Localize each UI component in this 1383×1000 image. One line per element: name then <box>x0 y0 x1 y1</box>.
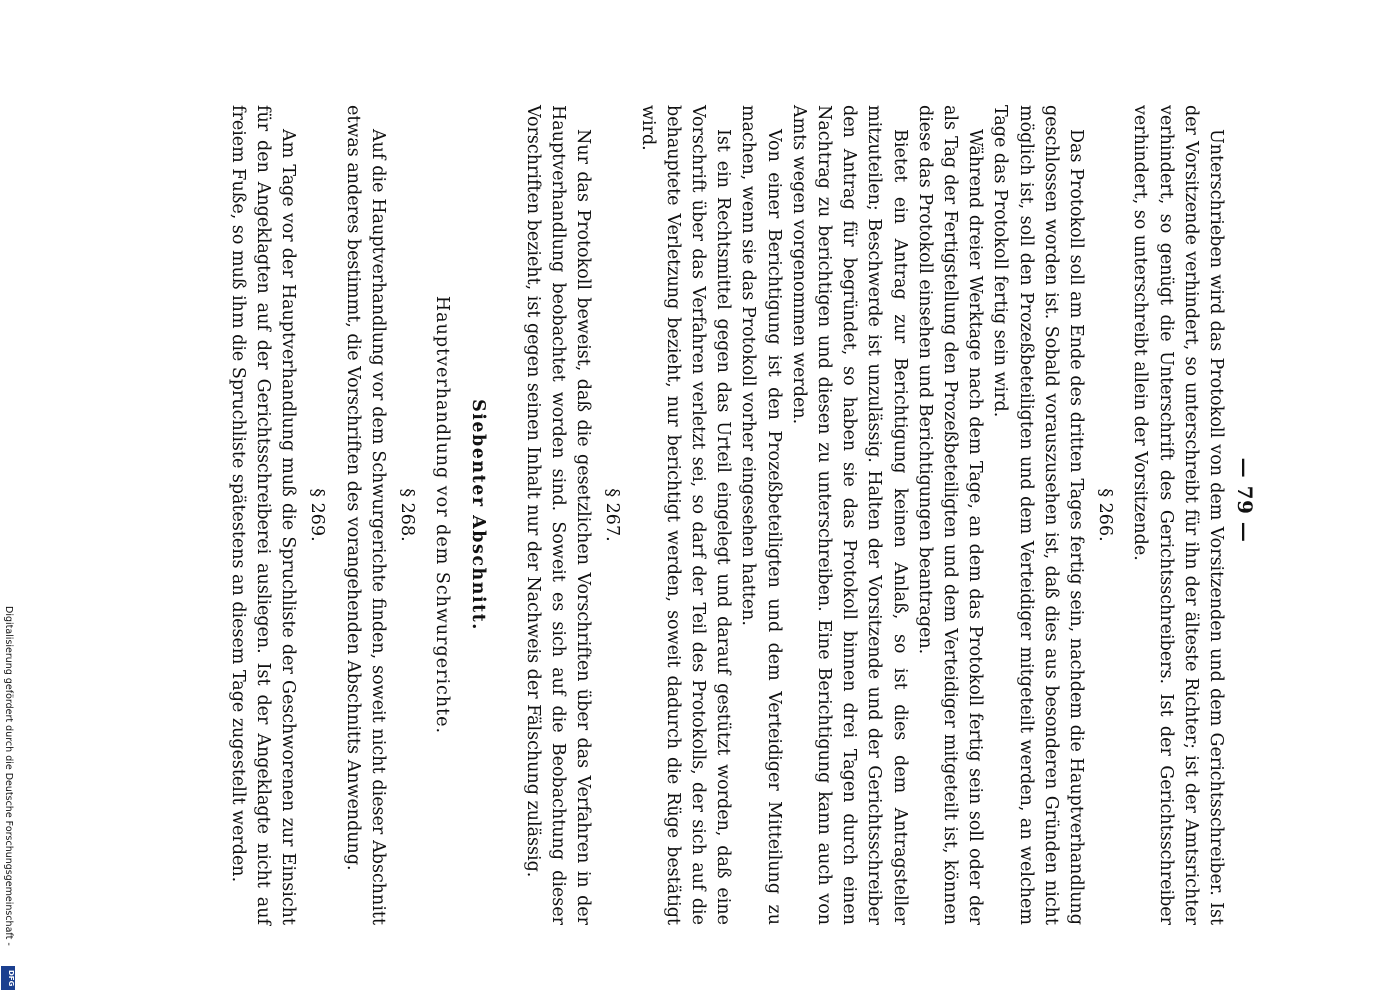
paragraph: Von einer Berichtigung ist den Prozeßbeteiligten und dem Verteidiger Mitteilung zu machen, wenn sie das Protokoll vorher eingesehen hatten. <box>738 105 784 925</box>
page-number: — 79 — <box>1233 457 1257 543</box>
dfg-logo-icon: DFG <box>1 966 15 990</box>
section-heading: § 268. <box>397 488 418 542</box>
digitization-sidebar <box>0 0 16 1000</box>
paragraph: Unterschrieben wird das Protokoll von dem Vorsitzenden und dem Gerichtsschreiber. Ist der Vorsitzende verhindert, so unterschreibt für ihn der älteste Richter; ist der Amtsrichter verhindert, so genügt die Unterschrift des Gerichtsschreibers. Ist der Gerichtsschreiber verhindert, so unterschreibt allein der Vorsitzende. <box>1130 105 1226 925</box>
chapter-title: Siebenter Abschnitt. <box>467 399 488 631</box>
paragraph: Auf die Hauptverhandlung vor dem Schwurgerichte finden, soweit nicht dieser Abschnitt etwas anderes bestimmt, die Vorschriften des vorangehenden Abschnitts Anwendung. <box>342 105 388 925</box>
section-heading: § 266. <box>1095 488 1116 542</box>
section-heading: § 267. <box>602 488 623 542</box>
chapter-subtitle: Hauptverhandlung vor dem Schwurgerichte. <box>432 295 453 735</box>
paragraph: Bietet ein Antrag zur Berichtigung keinen Anlaß, so ist dies dem Antragsteller mitzuteilen; Beschwerde ist unzulässig. Halten der Vorsitzende und der Gerichtsschreiber den Antrag für begründet, so haben sie das Protokoll binnen drei Tagen durch einen Nachtrag zu berichtigen und diesen zu unterschreiben. Eine Berichtigung kann auch von Amts wegen vorgenommen werden. <box>788 105 910 925</box>
paragraph: Nur das Protokoll beweist, daß die gesetzlichen Vorschriften über das Verfahren in der Hauptverhandlung beobachtet worden sind. Soweit es sich auf die Beobachtung dieser Vorschriften bezieht, ist gegen seinen Inhalt nur der Nachweis der Fälschung zulässig. <box>522 105 594 925</box>
funding-notice: Digitalisierung gefördert durch die Deutsche Forschungsgemeinschaft - <box>3 606 14 946</box>
page-content <box>225 105 1228 925</box>
section-heading: § 269. <box>307 488 328 542</box>
paragraph: Am Tage vor der Hauptverhandlung muß die Spruchliste der Geschworenen zur Einsicht für den Angeklagten auf der Gerichtsschreiberei ausliegen. Ist der Angeklagte nicht auf freiem Fuße, so muß ihm die Spruchliste spätestens an diesem Tage zugestellt werden. <box>227 105 299 925</box>
paragraph: Ist ein Rechtsmittel gegen das Urteil eingelegt und darauf gestützt worden, daß eine Vorschrift über das Verfahren verletzt sei, so darf der Teil des Protokolls, der sich auf die behauptete Verletzung bezieht, nur berichtigt werden, soweit dadurch die Rüge bestätigt wird. <box>637 105 734 925</box>
paragraph: Das Protokoll soll am Ende des dritten Tages fertig sein, nachdem die Hauptverhandlung geschlossen worden ist. Sobald vorauszusehen ist, daß dies aus besonderen Gründen nicht möglich ist, soll den Prozeßbeteiligten und dem Verteidiger mitgeteilt werden, an welchem Tage das Protokoll fertig sein wird. <box>990 105 1086 925</box>
paragraph: Während dreier Werktage nach dem Tage, an dem das Protokoll fertig sein soll oder der als Tag der Fertigstellung den Prozeßbeteiligten und dem Verteidiger mitgeteilt ist, können diese das Protokoll einsehen und Berichtigungen beantragen. <box>914 105 986 925</box>
